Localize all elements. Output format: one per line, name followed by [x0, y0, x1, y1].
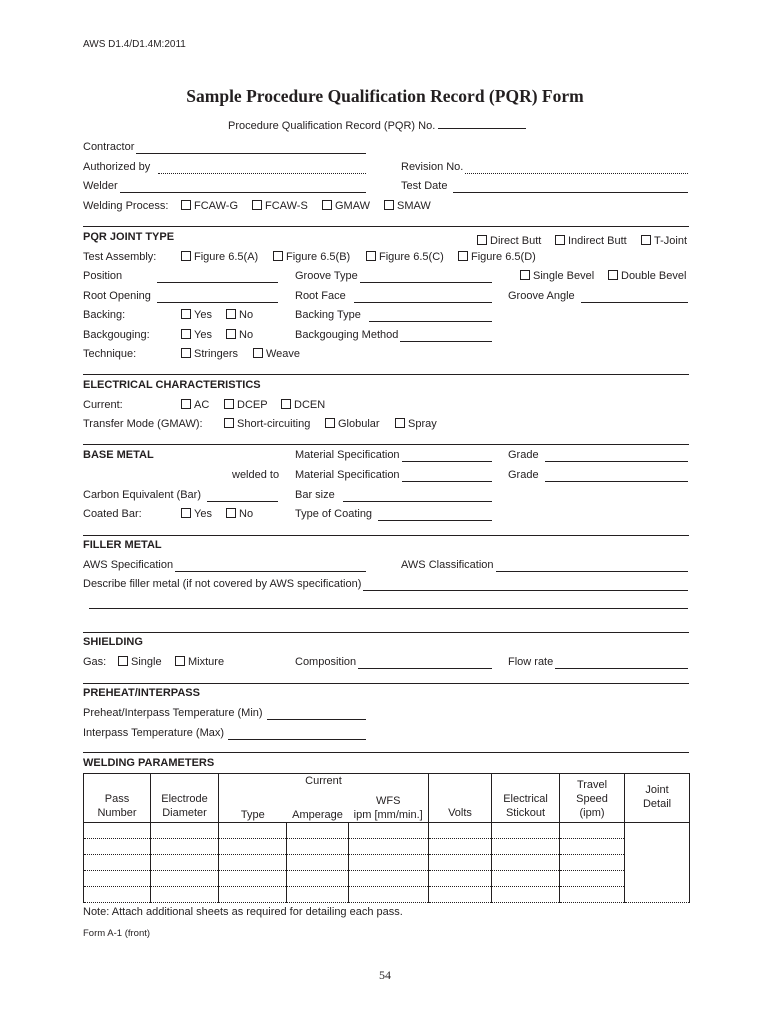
checkbox-icon[interactable] — [458, 251, 468, 261]
figure-6-5a[interactable]: Figure 6.5(A) — [181, 251, 258, 264]
position-field[interactable] — [83, 270, 278, 283]
pqr-number-line[interactable] — [438, 118, 526, 129]
aws-spec-label: AWS Specification — [83, 559, 174, 571]
checkbox-icon[interactable] — [118, 656, 128, 666]
current-dcen[interactable]: DCEN — [281, 399, 325, 412]
groove-type-field[interactable] — [295, 270, 492, 283]
backgouging-method-line[interactable] — [400, 331, 492, 342]
groove-type-label: Groove Type — [295, 270, 358, 282]
gas-mixture[interactable]: Mixture — [175, 656, 224, 669]
material-spec-line[interactable] — [402, 471, 492, 482]
test-date-field[interactable] — [401, 180, 688, 193]
document-code: AWS D1.4/D1.4M:2011 — [83, 39, 186, 50]
joint-indirect-butt[interactable]: Indirect Butt — [555, 235, 627, 248]
process-fcaw-g[interactable]: FCAW-G — [181, 200, 238, 213]
section-divider — [83, 374, 689, 375]
mode-globular[interactable]: Globular — [325, 418, 380, 431]
revision-no-line[interactable] — [465, 163, 688, 174]
checkbox-icon[interactable] — [366, 251, 376, 261]
material-spec-1-field[interactable] — [295, 449, 492, 462]
page-title: Sample Procedure Qualification Record (PQR) Form — [186, 86, 584, 106]
authorized-by-label: Authorized by — [83, 161, 151, 173]
joint-t-joint[interactable]: T-Joint — [641, 235, 687, 248]
root-opening-label: Root Opening — [83, 290, 151, 302]
mode-short-circuiting[interactable]: Short-circuiting — [224, 418, 310, 431]
joint-direct-butt[interactable]: Direct Butt — [477, 235, 541, 248]
type-of-coating-line[interactable] — [378, 510, 492, 521]
welder-field[interactable] — [83, 180, 366, 193]
travel-speed-header: Travel Speed (ipm) — [560, 774, 625, 823]
electrical-heading: ELECTRICAL CHARACTERISTICS — [83, 379, 261, 391]
backing-yes[interactable]: Yes — [181, 309, 212, 322]
preheat-min-field[interactable] — [83, 707, 366, 720]
checkbox-icon[interactable] — [224, 418, 234, 428]
backgouging-method-label: Backgouging Method — [295, 329, 399, 341]
root-opening-line[interactable] — [157, 292, 278, 303]
aws-class-line[interactable] — [496, 561, 688, 572]
checkbox-icon[interactable] — [181, 329, 191, 339]
pqr-number-label: Procedure Qualification Record (PQR) No. — [228, 120, 436, 132]
carbon-equivalent-field[interactable] — [83, 489, 278, 502]
type-of-coating-field[interactable] — [295, 508, 492, 521]
base-metal-heading: BASE METAL — [83, 449, 154, 461]
current-ac[interactable]: AC — [181, 399, 209, 412]
groove-type-line[interactable] — [360, 272, 492, 283]
page-number: 54 — [379, 968, 391, 982]
figure-6-5c[interactable]: Figure 6.5(C) — [366, 251, 444, 264]
filler-metal-heading: FILLER METAL — [83, 539, 162, 551]
groove-angle-line[interactable] — [581, 292, 688, 303]
contractor-label: Contractor — [83, 141, 135, 153]
groove-angle-label: Groove Angle — [508, 290, 575, 302]
technique-stringers[interactable]: Stringers — [181, 348, 238, 361]
current-group-header — [219, 774, 429, 823]
checkbox-icon[interactable] — [555, 235, 565, 245]
current-dcep[interactable]: DCEP — [224, 399, 268, 412]
preheat-heading: PREHEAT/INTERPASS — [83, 687, 200, 699]
material-spec-label: Material Specification — [295, 449, 400, 461]
contractor-line[interactable] — [136, 143, 366, 154]
checkbox-icon[interactable] — [253, 348, 263, 358]
backing-label: Backing: — [83, 309, 126, 321]
technique-weave[interactable]: Weave — [253, 348, 300, 361]
checkbox-icon[interactable] — [384, 200, 394, 210]
attach-sheets-note: Note: Attach additional sheets as required for detailing each pass. — [83, 906, 403, 918]
backgouging-no[interactable]: No — [226, 329, 253, 342]
table-header-row — [84, 774, 690, 823]
process-fcaw-s[interactable]: FCAW-S — [252, 200, 308, 213]
checkbox-icon[interactable] — [181, 309, 191, 319]
flow-rate-field[interactable] — [508, 656, 688, 669]
backing-no[interactable]: No — [226, 309, 253, 322]
grade-label: Grade — [508, 469, 539, 481]
bar-size-field[interactable] — [295, 489, 492, 502]
gas-label: Gas: — [83, 656, 107, 668]
filler-description-label: Describe filler metal (if not covered by AWS specification) — [83, 578, 362, 590]
joint-type-heading: PQR JOINT TYPE — [83, 231, 175, 243]
checkbox-icon[interactable] — [520, 270, 530, 280]
flow-rate-line[interactable] — [555, 658, 688, 669]
test-assembly-label: Test Assembly: — [83, 251, 157, 263]
technique-label: Technique: — [83, 348, 137, 360]
checkbox-icon[interactable] — [226, 508, 236, 518]
backing-type-label: Backing Type — [295, 309, 361, 321]
filler-description-field[interactable] — [83, 578, 688, 591]
current-header: Current — [305, 775, 342, 787]
section-divider — [83, 683, 689, 684]
checkbox-icon[interactable] — [322, 200, 332, 210]
volts-header: Volts — [429, 774, 492, 823]
test-date-label: Test Date — [401, 180, 448, 192]
pqr-number-field[interactable] — [228, 118, 526, 133]
root-face-field[interactable] — [295, 290, 492, 303]
checkbox-icon[interactable] — [395, 418, 405, 428]
section-divider — [83, 444, 689, 445]
section-divider — [83, 752, 689, 753]
carbon-equivalent-label: Carbon Equivalent (Bar) — [83, 489, 202, 501]
material-spec-label: Material Specification — [295, 469, 400, 481]
preheat-min-label: Preheat/Interpass Temperature (Min) — [83, 707, 263, 719]
wfs-header: WFS ipm [mm/min.] — [353, 795, 423, 821]
coated-bar-yes[interactable]: Yes — [181, 508, 212, 521]
figure-6-5b[interactable]: Figure 6.5(B) — [273, 251, 350, 264]
checkbox-icon[interactable] — [252, 200, 262, 210]
aws-spec-line[interactable] — [175, 561, 366, 572]
joint-detail-header: Joint Detail — [625, 774, 690, 823]
type-of-coating-label: Type of Coating — [295, 508, 373, 520]
checkbox-icon[interactable] — [181, 348, 191, 358]
electrode-diameter-header: Electrode Diameter — [151, 774, 219, 823]
checkbox-icon[interactable] — [608, 270, 618, 280]
gas-single[interactable]: Single — [118, 656, 162, 669]
figure-6-5d[interactable]: Figure 6.5(D) — [458, 251, 536, 264]
backing-type-line[interactable] — [369, 311, 492, 322]
composition-line[interactable] — [358, 658, 492, 669]
authorized-by-field[interactable] — [83, 161, 366, 174]
aws-class-field[interactable] — [401, 559, 688, 572]
carbon-equivalent-line[interactable] — [207, 491, 278, 502]
backgouging-yes[interactable]: Yes — [181, 329, 212, 342]
checkbox-icon[interactable] — [175, 656, 185, 666]
amperage-header: Amperage — [292, 809, 343, 821]
bar-size-line[interactable] — [343, 491, 492, 502]
checkbox-icon[interactable] — [273, 251, 283, 261]
checkbox-icon[interactable] — [325, 418, 335, 428]
grade-line[interactable] — [545, 471, 688, 482]
backing-type-field[interactable] — [295, 309, 492, 322]
checkbox-icon[interactable] — [181, 399, 191, 409]
position-line[interactable] — [157, 272, 278, 283]
welder-label: Welder — [83, 180, 118, 192]
revision-no-field[interactable] — [401, 161, 688, 174]
double-bevel[interactable]: Double Bevel — [608, 270, 686, 283]
interpass-max-line[interactable] — [228, 729, 366, 740]
root-opening-field[interactable] — [83, 290, 278, 303]
position-label: Position — [83, 270, 123, 282]
material-spec-2-field[interactable] — [295, 469, 492, 482]
checkbox-icon[interactable] — [181, 251, 191, 261]
checkbox-icon[interactable] — [281, 399, 291, 409]
type-header: Type — [240, 809, 265, 821]
coated-bar-no[interactable]: No — [226, 508, 253, 521]
interpass-max-label: Interpass Temperature (Max) — [83, 727, 225, 739]
welder-line[interactable] — [120, 182, 366, 193]
backgouging-label: Backgouging: — [83, 329, 150, 341]
filler-description-line[interactable] — [363, 580, 688, 591]
table-row[interactable] — [84, 871, 690, 887]
welding-parameters-table — [83, 773, 690, 903]
revision-no-label: Revision No. — [401, 161, 464, 173]
checkbox-icon[interactable] — [641, 235, 651, 245]
test-date-line[interactable] — [453, 182, 688, 193]
grade-1-field[interactable] — [508, 449, 688, 462]
process-smaw[interactable]: SMAW — [384, 200, 431, 213]
process-gmaw[interactable]: GMAW — [322, 200, 370, 213]
aws-spec-field[interactable] — [83, 559, 366, 572]
composition-label: Composition — [295, 656, 357, 668]
table-row[interactable] — [84, 823, 690, 839]
grade-label: Grade — [508, 449, 539, 461]
welding-parameters-heading: WELDING PARAMETERS — [83, 757, 215, 769]
flow-rate-label: Flow rate — [508, 656, 554, 668]
aws-class-label: AWS Classification — [401, 559, 494, 571]
checkbox-icon[interactable] — [224, 399, 234, 409]
contractor-field[interactable] — [83, 141, 366, 154]
groove-angle-field[interactable] — [508, 290, 688, 303]
pass-number-header: Pass Number — [84, 774, 151, 823]
single-bevel[interactable]: Single Bevel — [520, 270, 594, 283]
composition-field[interactable] — [295, 656, 492, 669]
welding-process-label: Welding Process: — [83, 200, 169, 212]
coated-bar-label: Coated Bar: — [83, 508, 142, 520]
welded-to-label: welded to — [232, 469, 280, 481]
preheat-min-line[interactable] — [267, 709, 366, 720]
transfer-mode-label: Transfer Mode (GMAW): — [83, 418, 203, 430]
checkbox-icon[interactable] — [181, 508, 191, 518]
authorized-by-line[interactable] — [158, 163, 366, 174]
grade-2-field[interactable] — [508, 469, 688, 482]
table-row[interactable] — [84, 855, 690, 871]
filler-description-line-2[interactable] — [89, 608, 688, 609]
section-divider — [83, 632, 689, 633]
interpass-max-field[interactable] — [83, 727, 366, 740]
checkbox-icon[interactable] — [226, 309, 236, 319]
table-row[interactable] — [84, 887, 690, 903]
checkbox-icon[interactable] — [181, 200, 191, 210]
backgouging-method-field[interactable] — [295, 329, 492, 342]
section-divider — [83, 226, 689, 227]
bar-size-label: Bar size — [295, 489, 335, 501]
checkbox-icon[interactable] — [226, 329, 236, 339]
current-label: Current: — [83, 399, 123, 411]
grade-line[interactable] — [545, 451, 688, 462]
table-row[interactable] — [84, 839, 690, 855]
root-face-label: Root Face — [295, 290, 346, 302]
section-divider — [83, 535, 689, 536]
electrical-stickout-header: Electrical Stickout — [492, 774, 560, 823]
form-reference: Form A-1 (front) — [83, 928, 151, 939]
shielding-heading: SHIELDING — [83, 636, 143, 648]
root-face-line[interactable] — [354, 292, 492, 303]
checkbox-icon[interactable] — [477, 235, 487, 245]
material-spec-line[interactable] — [402, 451, 492, 462]
mode-spray[interactable]: Spray — [395, 418, 437, 431]
